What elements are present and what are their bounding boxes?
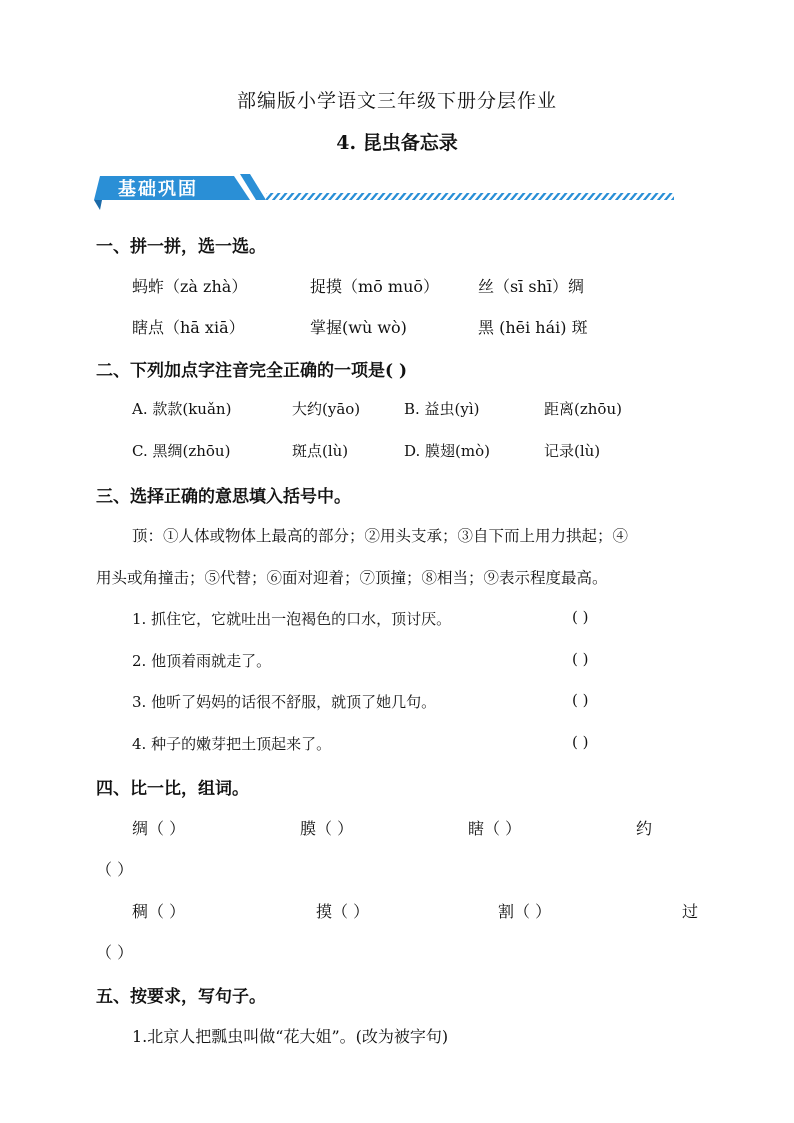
q1-item: 瞎点（hā xiā） xyxy=(132,318,245,337)
q2-option: 大约(yāo) xyxy=(292,400,361,418)
q2-option: A. 款款(kuǎn) xyxy=(132,400,232,418)
q4-word-blank[interactable]: 瞎（ ） xyxy=(468,819,522,838)
q5-item: 1.北京人把瓢虫叫做“花大姐”。(改为被字句) xyxy=(132,1027,449,1046)
q4-word-blank[interactable]: 稠（ ） xyxy=(132,902,186,921)
section-banner-label: 基础巩固 xyxy=(118,179,198,200)
question-1-heading: 一、拼一拼，选一选。 xyxy=(96,237,266,257)
q3-sentence: 2. 他顶着雨就走了。 xyxy=(132,652,272,670)
answer-blank[interactable]: ( ) xyxy=(572,608,589,626)
q3-definition-line: 用头或角撞击；⑤代替；⑥面对迎着；⑦顶撞；⑧相当；⑨表示程度最高。 xyxy=(96,569,608,587)
q1-item: 捉摸（mō muō） xyxy=(310,277,440,296)
q4-word-blank[interactable]: 膜（ ） xyxy=(300,819,354,838)
q4-word-blank[interactable]: 摸（ ） xyxy=(316,902,370,921)
q1-item: 蚂蚱（zà zhà） xyxy=(132,277,248,296)
question-4-heading: 四、比一比，组词。 xyxy=(96,779,249,799)
q2-option: 记录(lù) xyxy=(544,442,601,460)
q3-sentence: 1. 抓住它，它就吐出一泡褐色的口水，顶讨厌。 xyxy=(132,610,452,628)
page-title: 部编版小学语文三年级下册分层作业 xyxy=(236,90,557,112)
q4-word-char: 过 xyxy=(682,902,699,921)
q2-option: D. 膜翅(mò) xyxy=(404,442,490,460)
q1-item: 丝（sī shī）绸 xyxy=(478,277,585,296)
question-5-heading: 五、按要求，写句子。 xyxy=(96,987,266,1007)
q4-word-blank[interactable]: （ ） xyxy=(96,860,134,879)
q1-item: 掌握(wù wò) xyxy=(310,318,407,337)
lesson-title: 4. 昆虫备忘录 xyxy=(336,132,458,154)
q3-sentence: 4. 种子的嫩芽把土顶起来了。 xyxy=(132,735,332,753)
answer-blank[interactable]: ( ) xyxy=(572,733,589,751)
question-2-heading: 二、下列加点字注音完全正确的一项是( ) xyxy=(96,361,408,381)
q4-word-blank[interactable]: 割（ ） xyxy=(498,902,552,921)
q2-option: 距离(zhōu) xyxy=(544,400,622,418)
q4-word-char: 约 xyxy=(636,819,653,838)
q3-sentence: 3. 他听了妈妈的话很不舒服，就顶了她几句。 xyxy=(132,693,437,711)
q3-definition-line: 顶：①人体或物体上最高的部分；②用头支承；③自下而上用力拱起；④ xyxy=(132,527,629,545)
q4-word-blank[interactable]: 绸（ ） xyxy=(132,819,186,838)
q4-word-blank[interactable]: （ ） xyxy=(96,943,134,962)
answer-blank[interactable]: ( ) xyxy=(572,691,589,709)
q2-option: 斑点(lù) xyxy=(292,442,349,460)
question-3-heading: 三、选择正确的意思填入括号中。 xyxy=(96,487,351,507)
q2-option: C. 黑绸(zhōu) xyxy=(132,442,231,460)
q1-item: 黑 (hēi hái) 斑 xyxy=(478,318,588,337)
q2-option: B. 益虫(yì) xyxy=(404,400,480,418)
answer-blank[interactable]: ( ) xyxy=(572,650,589,668)
